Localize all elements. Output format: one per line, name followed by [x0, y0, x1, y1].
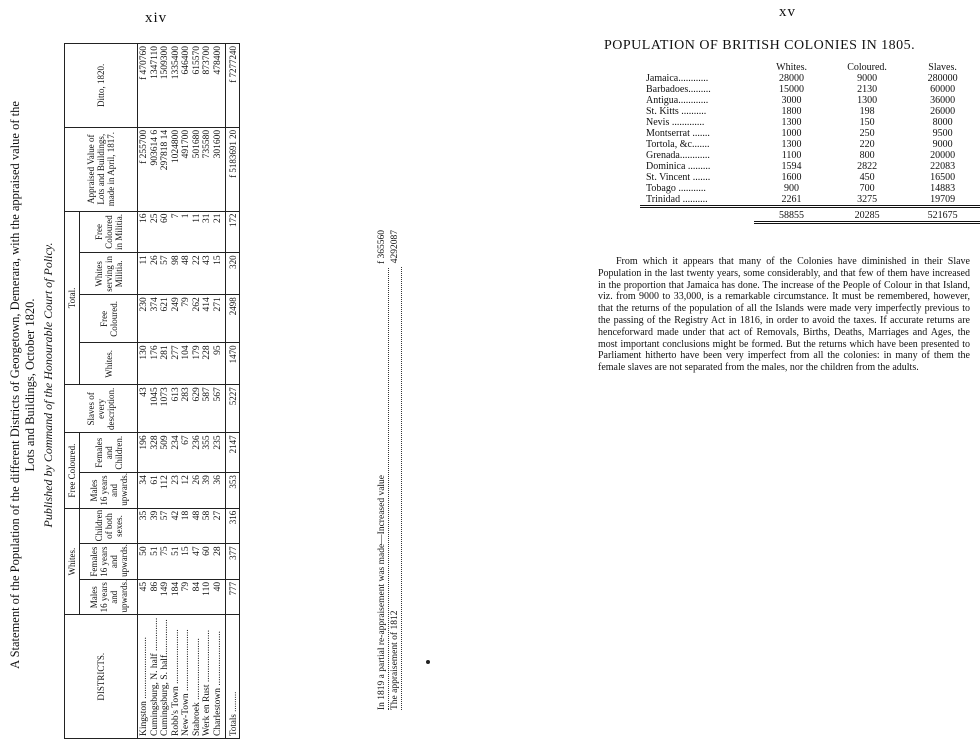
- colony-slaves: 16500: [930, 172, 956, 183]
- colony-whites: 28000: [779, 73, 805, 84]
- note-label: In 1819 a partial re-appraisement was made—Increased value: [376, 268, 389, 710]
- totals-row: [226, 44, 240, 739]
- colony-header-blank: [640, 62, 754, 73]
- colony-row: [640, 172, 980, 183]
- ink-speck: [426, 660, 430, 664]
- appraised-column: f 255700 903614 6 297818 14 1024800 491700 501680 735580 301600: [139, 129, 223, 171]
- total-w-females: 377: [226, 544, 240, 580]
- ditto-column: f 470760 1347110 1509300 1335400 646400 615570 873700 478400: [139, 46, 223, 81]
- total-coloured: 20285: [829, 207, 905, 223]
- colony-whites: 1600: [781, 172, 802, 183]
- colony-name: Barbadoes.........: [646, 84, 711, 95]
- total-t-fc-militia: 172: [226, 211, 240, 253]
- w-males-header: Males 16 years and upwards.: [80, 579, 138, 615]
- colony-slaves: 9000: [932, 139, 953, 150]
- total-appraised: f 5183691 20: [226, 127, 240, 211]
- appraisement-notes: [376, 230, 402, 710]
- colony-coloured: 220: [859, 139, 875, 150]
- colony-row: [640, 194, 980, 207]
- colony-slaves: 9500: [932, 128, 953, 139]
- colony-slaves: 19709: [930, 194, 956, 205]
- total-t-free-coloured: 2498: [226, 295, 240, 343]
- t-whites-militia-column: 11 26 57 98 48 22 43 15: [139, 255, 223, 265]
- total-t-whites: 1470: [226, 343, 240, 385]
- district-data-row: [138, 44, 226, 739]
- fc-males-header: Males 16 years and upwards.: [80, 473, 138, 509]
- left-page-number: xiv: [145, 10, 168, 26]
- colony-name: Trinidad ..........: [646, 194, 708, 205]
- colony-slaves: 20000: [930, 150, 956, 161]
- t-free-coloured-column: 230 374 621 249 79 262 414 271: [139, 297, 223, 312]
- colonies-rows: [640, 73, 980, 207]
- colony-whites: 900: [784, 183, 800, 194]
- totals-spacer: [640, 207, 754, 223]
- total-fc-females-children: 2147: [226, 433, 240, 473]
- colony-row: [640, 161, 980, 172]
- colony-slaves: 22083: [930, 161, 956, 172]
- t-whites-militia-header: Whites serving in Militia.: [80, 253, 138, 295]
- total-slaves: 5227: [226, 385, 240, 433]
- colony-row: [640, 95, 980, 106]
- districts-column: Kingston .......................... Cumingsburg, N. half .............. Cumingsburg, S. half............... Robb's Town ....................... New-Town .......................... Stabroek .......................... Werk en Rust ...................... Charlestown .......................: [139, 617, 223, 736]
- ditto-header: Ditto, 1820.: [65, 44, 138, 128]
- slaves-header: Slaves.: [928, 62, 957, 73]
- statement-title-line1: A Statement of the Population of the different Districts of Georgetown, Demerara, with the appraised value of the: [8, 101, 22, 669]
- colony-coloured: 1300: [857, 95, 878, 106]
- w-children-header: Children of both sexes.: [80, 508, 138, 544]
- appraised-header: Appraised Value of Lots and Buildings, made in April, 1817.: [65, 127, 138, 211]
- colonies-title: POPULATION OF BRITISH COLONIES IN 1805.: [604, 38, 916, 53]
- colony-coloured: 150: [859, 117, 875, 128]
- total-w-children: 316: [226, 508, 240, 544]
- colony-coloured: 198: [859, 106, 875, 117]
- t-free-coloured-header: Free Coloured.: [80, 295, 138, 343]
- right-page-number: xv: [779, 4, 796, 20]
- note-label: The appraisement of 1812: [389, 267, 402, 710]
- t-fc-militia-column: 16 25 60 7 1 11 31 21: [139, 213, 223, 224]
- published-by: Published by Command of the Honourable Court of Policy.: [41, 242, 55, 528]
- slaves-column: 43 1045 1073 613 283 629 587 567: [139, 387, 223, 407]
- colony-coloured: 2130: [857, 84, 878, 95]
- colony-slaves: 280000: [927, 73, 958, 84]
- colony-whites: 1800: [781, 106, 802, 117]
- colony-slaves: 26000: [930, 106, 956, 117]
- w-males-column: 45 86 149 184 79 84 110 40: [139, 581, 223, 597]
- colony-row: [640, 128, 980, 139]
- colony-row: [640, 84, 980, 95]
- whites-header: Whites.: [776, 62, 807, 73]
- t-whites-column: 130 176 281 277 104 179 228 95: [139, 345, 223, 360]
- total-slaves: 521675: [905, 207, 980, 223]
- whites-group-header: Whites.: [65, 508, 80, 615]
- colony-whites: 15000: [779, 84, 805, 95]
- colony-row: [640, 106, 980, 117]
- fc-males-column: 34 61 112 23 12 26 39 36: [139, 475, 223, 490]
- colony-whites: 1100: [781, 150, 802, 161]
- colonies-population-table: [640, 62, 980, 224]
- colony-whites: 2261: [781, 194, 802, 205]
- total-t-whites-militia: 320: [226, 253, 240, 295]
- colony-name: Nevis .............: [646, 117, 705, 128]
- colony-name: Dominica .........: [646, 161, 711, 172]
- t-fc-militia-header: Free Coloured in Militia.: [80, 211, 138, 253]
- w-females-header: Females 16 years and upwards.: [80, 544, 138, 580]
- colony-name: Grenada............: [646, 150, 710, 161]
- note-reappraisement: [376, 230, 389, 710]
- population-statement-table: [64, 43, 240, 739]
- note-appraisement-1812: [389, 230, 402, 710]
- colony-whites: 3000: [781, 95, 802, 106]
- t-whites-header: Whites.: [80, 343, 138, 385]
- colony-row: [640, 183, 980, 194]
- colony-coloured: 450: [859, 172, 875, 183]
- free-coloured-group-header: Free Coloured.: [65, 433, 80, 508]
- colony-name: Antigua............: [646, 95, 709, 106]
- left-page: [0, 0, 440, 751]
- colony-whites: 1300: [781, 117, 802, 128]
- colony-row: [640, 117, 980, 128]
- colony-row: [640, 139, 980, 150]
- total-group-header: Total.: [65, 211, 80, 385]
- colony-slaves: 8000: [932, 117, 953, 128]
- colony-name: Jamaica............: [646, 73, 709, 84]
- rotated-statement: [8, 25, 433, 745]
- note-value: 4292087: [390, 230, 400, 264]
- colony-slaves: 14883: [930, 183, 956, 194]
- colony-row: [640, 150, 980, 161]
- colony-name: St. Vincent .......: [646, 172, 711, 183]
- totals-label: Totals .........: [226, 615, 240, 739]
- commentary-paragraph: From which it appears that many of the Colonies have diminished in their Slave Population in the last twenty years, some considerably, and that few of them have increased in the proportion that Jamaica has done. The increase of the People of Colour in that Island, viz. from 9000 to 33,000, is a remarkable circumstance. It must be remembered, however, that the returns of the population of all the Islands were made very imperfectly previous to the passing of the Registry Act in 1816, in order to avoid the taxes. If accurate returns are henceforward made under that act of Removals, Births, Deaths, Marriages and Ages, the most important conclusions might be formed. But the returns which have been presented to Parliament hitherto have been very imperfect from all the colonies: in many of them the female slaves are not separated from the males, nor the children from the adults.: [598, 256, 970, 374]
- colony-coloured: 2822: [857, 161, 878, 172]
- colony-coloured: 3275: [857, 194, 878, 205]
- total-fc-males: 353: [226, 473, 240, 509]
- colony-name: St. Kitts ..........: [646, 106, 707, 117]
- total-whites: 58855: [754, 207, 829, 223]
- districts-header: DISTRICTS.: [65, 615, 138, 739]
- statement-title-line2: Lots and Buildings, October 1820.: [23, 298, 37, 472]
- colony-coloured: 800: [859, 150, 875, 161]
- colony-slaves: 60000: [930, 84, 956, 95]
- slaves-header: Slaves of every description.: [65, 385, 138, 433]
- colony-name: Tortola, &c.......: [646, 139, 710, 150]
- colony-whites: 1300: [781, 139, 802, 150]
- total-ditto: f 7277240: [226, 44, 240, 128]
- statement-title: [8, 35, 38, 735]
- colony-name: Tobago ...........: [646, 183, 706, 194]
- note-value: f 365560: [377, 230, 387, 265]
- fc-females-children-column: 196 328 509 234 67 236 355 235: [139, 435, 223, 450]
- colony-coloured: 700: [859, 183, 875, 194]
- fc-females-children-header: Females and Children.: [80, 433, 138, 473]
- colony-whites: 1594: [781, 161, 802, 172]
- colony-name: Montserrat .......: [646, 128, 710, 139]
- colonies-totals-row: [640, 207, 980, 223]
- coloured-header: Coloured.: [847, 62, 887, 73]
- w-children-column: 35 39 57 42 18 48 58 27: [139, 510, 223, 521]
- colony-coloured: 9000: [857, 73, 878, 84]
- colony-coloured: 250: [859, 128, 875, 139]
- w-females-column: 50 51 75 51 15 47 60 28: [139, 546, 223, 556]
- colony-slaves: 36000: [930, 95, 956, 106]
- colony-row: [640, 73, 980, 84]
- colony-whites: 1000: [781, 128, 802, 139]
- total-w-males: 777: [226, 579, 240, 615]
